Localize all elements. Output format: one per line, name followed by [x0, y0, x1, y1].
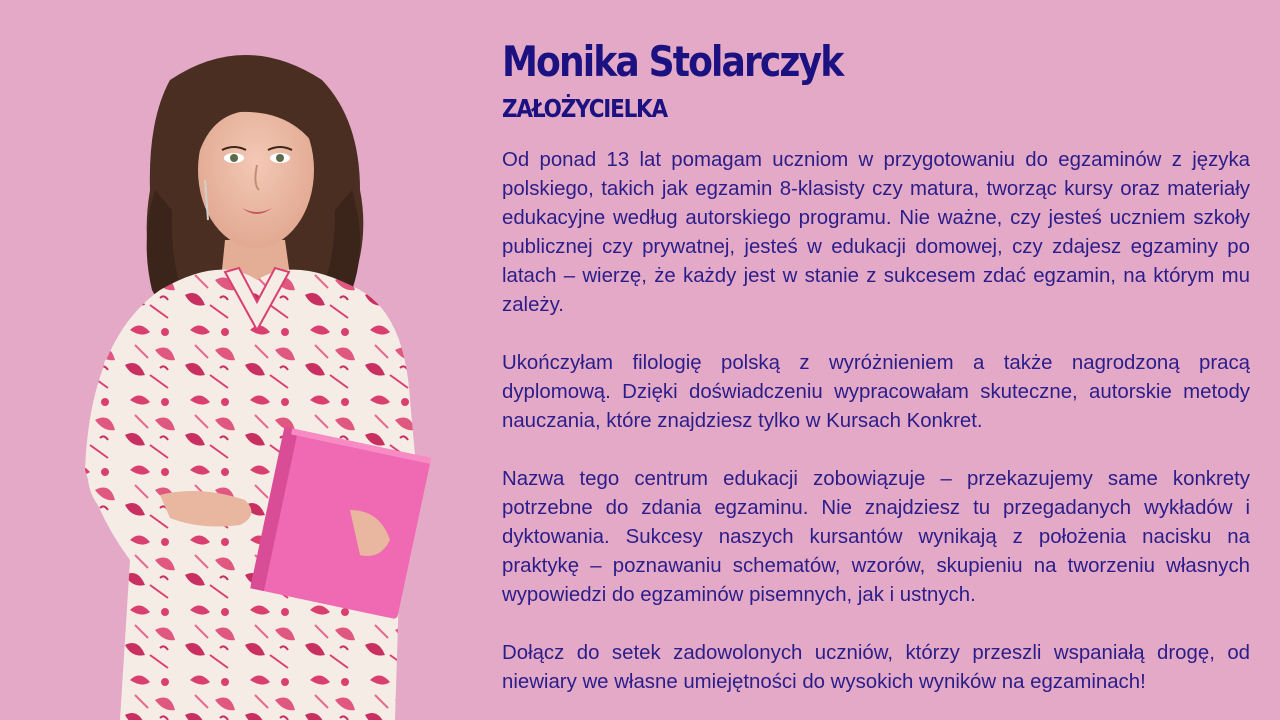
- bio-paragraph: Nazwa tego centrum edukacji zobowiązuje – przekazujemy same konkrety potrzebne do zdania egzaminu. Nie znajdziesz tu przegadanych wykładów i dyktowania. Sukcesy naszych kursantów wynikają z położenia nacisku na praktykę – poznawaniu schematów, wzorów, skupieniu na tworzeniu własnych wypowiedzi do egzaminów pisemnych, jak i ustnych.: [502, 468, 1250, 606]
- bio-paragraph: Dołącz do setek zadowolonych uczniów, którzy przeszli wspaniałą drogę, od niewiary we własne umiejętności do wysokich wyników na egzaminach!: [502, 642, 1250, 693]
- founder-portrait: [60, 40, 460, 720]
- bio-paragraph: Od ponad 13 lat pomagam uczniom w przygotowaniu do egzaminów z języka polskiego, takich jak egzamin 8-klasisty czy matura, tworząc kursy oraz materiały edukacyjne według autorskiego programu. Nie ważne, czy jesteś uczniem szkoły publicznej czy prywatnej, jesteś w edukacji domowej, czy zdajesz egzaminy po latach – wierzę, że każdy jest w stanie z sukcesem zdać egzamin, na którym mu zależy.: [502, 149, 1250, 316]
- person-photo-icon: [60, 40, 460, 720]
- founder-name: Monika Stolarczyk: [502, 37, 843, 86]
- founder-text: [502, 36, 1250, 720]
- founder-role: ZAŁOŻYCIELKA: [502, 94, 667, 123]
- bio-paragraph: Ukończyłam filologię polską z wyróżnieniem a także nagrodzoną pracą dyplomową. Dzięki doświadczeniu wypracowałam skuteczne, autorskie metody nauczania, które znajdziesz tylko w Kursach Konkret.: [502, 352, 1250, 432]
- founder-bio: [502, 146, 1250, 697]
